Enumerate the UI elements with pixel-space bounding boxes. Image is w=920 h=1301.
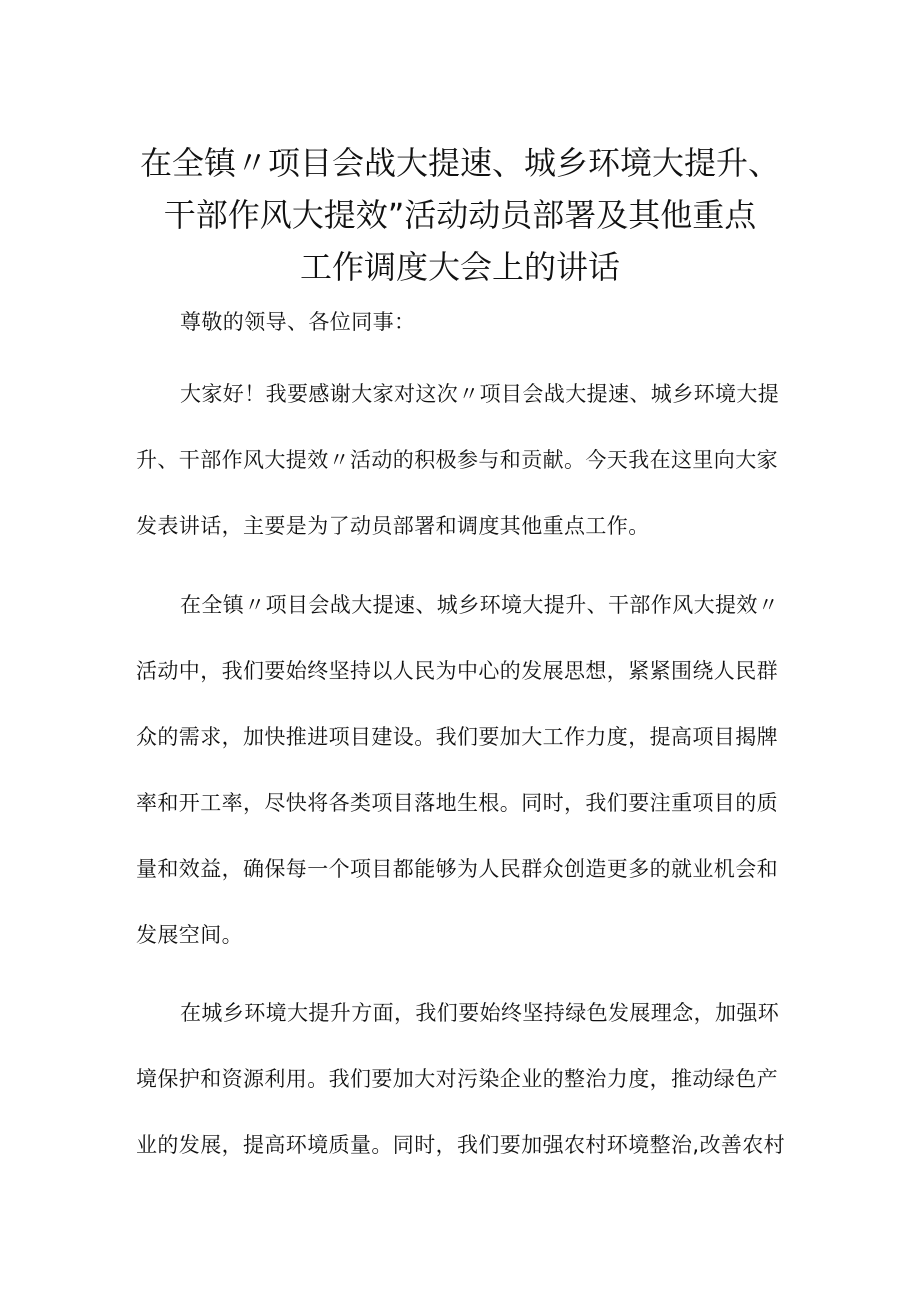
- paragraph-3: [136, 980, 800, 1178]
- paragraph-line: 发表讲话，主要是为了动员部署和调度其他重点工作。: [136, 514, 650, 538]
- paragraph-line: 活动中，我们要始终坚持以人民为中心的发展思想，紧紧围绕人民群: [136, 659, 778, 683]
- paragraph-line: 大家好！我要感谢大家对这次〃项目会战大提速、城乡环境大提: [180, 382, 780, 406]
- paragraph-line: 境保护和资源利用。我们要加大对污染企业的整治力度，推动绿色产: [136, 1067, 778, 1091]
- title-line: 工作调度大会上的讲话: [299, 248, 620, 287]
- salutation-text: 尊敬的领导、各位同事：: [180, 310, 416, 334]
- title-line: 在全镇〃项目会战大提速、城乡环境大提升、: [139, 144, 780, 183]
- paragraph-line: 量和效益，确保每一个项目都能够为人民群众创造更多的就业机会和: [136, 857, 778, 881]
- document-title: [110, 137, 810, 293]
- paragraph-line: 业的发展，提高环境质量。同时，我们要加强农村环境整治,改善农村: [136, 1133, 786, 1157]
- title-line: 干部作风大提效”活动动员部署及其他重点: [163, 196, 757, 235]
- paragraph-line: 升、干部作风大提效〃活动的积极参与和贡献。今天我在这里向大家: [136, 448, 778, 472]
- paragraph-2: [136, 572, 800, 968]
- paragraph-line: 众的需求，加快推进项目建设。我们要加大工作力度，提高项目揭牌: [136, 725, 778, 749]
- paragraph-1: [136, 361, 800, 559]
- paragraph-line: 在城乡环境大提升方面，我们要始终坚持绿色发展理念，加强环: [180, 1001, 780, 1025]
- paragraph-line: 率和开工率，尽快将各类项目落地生根。同时，我们要注重项目的质: [136, 791, 778, 815]
- paragraph-line: 发展空间。: [136, 923, 243, 947]
- salutation: [136, 289, 800, 355]
- paragraph-line: 在全镇〃项目会战大提速、城乡环境大提升、干部作风大提效〃: [180, 593, 780, 617]
